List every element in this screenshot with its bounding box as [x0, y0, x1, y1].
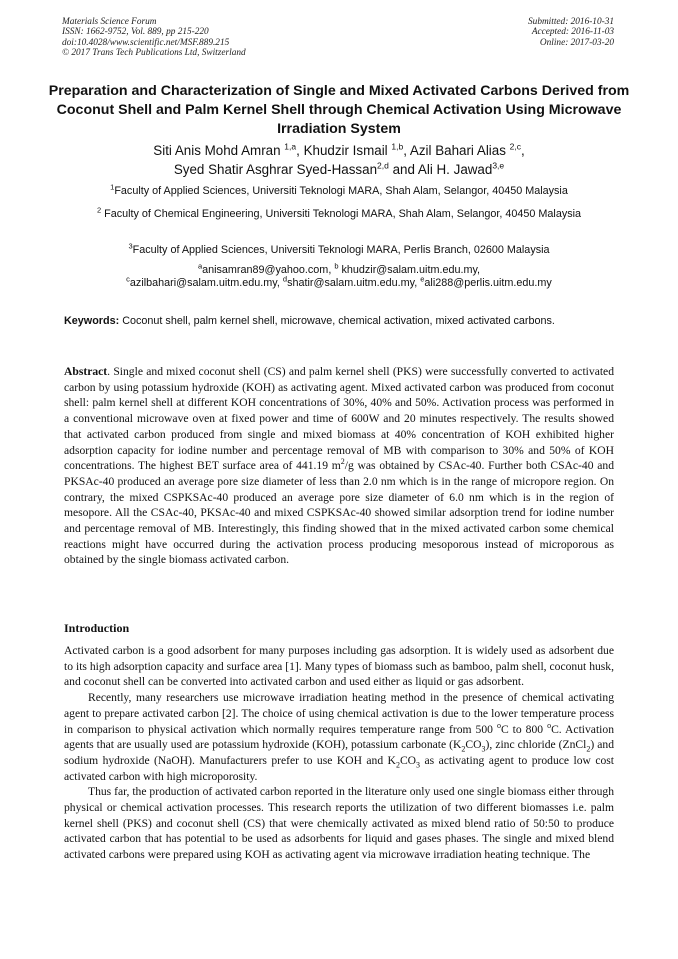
author-separator: ,	[296, 143, 304, 158]
author-name: Syed Shatir Asghrar Syed-Hassan	[173, 161, 378, 177]
degree-mark: o	[547, 720, 552, 730]
email-list	[48, 261, 630, 290]
text-run: CO	[399, 753, 417, 767]
text-run: CO	[465, 738, 482, 752]
subscript: 3	[481, 744, 486, 754]
affiliation-number: 1	[110, 182, 115, 192]
email-mark: d	[282, 274, 288, 284]
subscript: 2	[586, 744, 591, 754]
email-separator: ,	[276, 277, 283, 289]
online-date: Online: 2017-03-20	[539, 37, 614, 48]
keywords-label: Keywords:	[64, 315, 120, 327]
author-name: Khudzir Ismail	[303, 143, 392, 158]
affiliation-1	[48, 184, 630, 198]
email-address[interactable]: azilbahari@salam.uitm.edu.my	[129, 277, 277, 289]
text-run: C to 800	[500, 722, 548, 736]
text-run: as activating agent to produce low cost activated carbon with high microporosity.	[64, 753, 614, 783]
intro-paragraph-1: Activated carbon is a good adsorbent for many purposes including gas adsorption. It is widely used as adsorbent due to its high adsorption capacity and surface area [1]. Many types of biomass such as bamboo, palm shell, coconut husk, and coconut shell can be converted into activated carbon and used either as liquid or gas adsorbent.	[64, 644, 614, 689]
subscript: 2	[461, 744, 466, 754]
affiliation-text: Faculty of Applied Sciences, Universiti Teknologi MARA, Perlis Branch, 02600 Malaysia	[132, 244, 550, 256]
author-separator: ,	[520, 143, 525, 158]
author-separator: ,	[403, 143, 410, 158]
email-mark: e	[420, 274, 425, 284]
abstract-superscript: 2	[340, 457, 345, 467]
abstract-label: Abstract	[64, 365, 108, 378]
affiliation-3	[48, 243, 630, 257]
text-run: ), zinc chloride (ZnCl	[485, 738, 587, 752]
introduction-body	[64, 643, 614, 863]
keywords-section	[64, 314, 614, 328]
affiliation-number: 3	[128, 241, 133, 251]
author-affil-mark: 2,d	[377, 160, 389, 171]
affiliation-text: Faculty of Chemical Engineering, Universiti Teknologi MARA, Shah Alam, Selangor, 40450 Malaysia	[104, 208, 582, 220]
journal-doi[interactable]: doi:10.4028/www.scientific.net/MSF.889.215	[62, 37, 230, 48]
journal-copyright: © 2017 Trans Tech Publications Ltd, Switzerland	[62, 48, 246, 59]
text-run: Recently, many researchers use microwave irradiation heating method in the presence of chemical activating agent to prepare activated carbon [2]. The choice of using chemical activation is due to the lower temperature process in comparison to physical activation which normally requires temperature range from 500	[64, 691, 614, 736]
introduction-heading: Introduction	[64, 621, 130, 635]
author-affil-mark: 2,c	[509, 141, 521, 152]
affiliation-2	[48, 207, 630, 221]
author-affil-mark: 1,a	[284, 141, 297, 152]
abstract-text-part1: . Single and mixed coconut shell (CS) and palm kernel shell (PKS) were successfully converted to activated carbon by using potassium hydroxide (KOH) as activating agent. Mixed activated carbon was produced from coconut shell: palm kernel shell at different KOH concentrations of 30%, 40% and 50%. Activation process was performed in a conventional microwave oven at fixed power and time of 600W and 20 minutes respectively. The results showed that activated carbon produced from single and mixed biomass at 40% concentration of KOH exhibited higher adsorption capacity for iodine number and percentage removal of MB with comparison to 30% and 50% of KOH concentrations. The highest BET surface area of 441.19 m	[64, 365, 614, 473]
submitted-date: Submitted: 2016-10-31	[528, 17, 614, 27]
email-address[interactable]: shatir@salam.uitm.edu.my	[287, 277, 415, 289]
journal-name: Materials Science Forum	[62, 17, 157, 27]
journal-header	[62, 17, 246, 59]
intro-paragraph-3: Thus far, the production of activated carbon reported in the literature only used one single biomass either through physical or chemical activation processes. This research reports the utilization of two different biomasses i.e. palm kernel shell (PKS) and coconut shell (CS) that were chemically activated as mixed blend ratio of 50:50 to produce activated carbon that has potential to be used as adsorbents for liquid and gases phases. The single and mixed blend activated carbons were prepared using KOH as activating agent via microwave irradiation heating technique. The	[64, 785, 614, 862]
text-run: C. Activation agents that are usually used are potassium hydroxide (KOH), potassium carbonate (K	[64, 722, 614, 752]
email-mark: c	[126, 274, 130, 284]
keywords-text: Coconut shell, palm kernel shell, microwave, chemical activation, mixed activated carbons.	[119, 315, 555, 327]
text-run: ) and sodium hydroxide (NaOH). Manufacturers prefer to use KOH and K	[64, 738, 614, 767]
subscript: 3	[416, 760, 421, 770]
author-affil-mark: 3,e	[492, 160, 505, 171]
subscript: 2	[395, 760, 400, 770]
paper-title: Preparation and Characterization of Single and Mixed Activated Carbons Derived from Coconut Shell and Palm Kernel Shell through Chemical Activation Using Microwave Irradiation System	[48, 83, 630, 137]
email-separator: ,	[328, 264, 335, 276]
email-mark: b	[334, 261, 339, 271]
author-separator: and	[388, 161, 418, 177]
affiliation-number: 2	[96, 205, 102, 215]
author-affil-mark: 1,b	[391, 141, 404, 152]
intro-paragraph-2	[64, 690, 614, 784]
author-name: Ali H. Jawad	[417, 161, 493, 177]
accepted-date: Accepted: 2016-11-03	[531, 27, 614, 38]
affiliation-text: Faculty of Applied Sciences, Universiti Teknologi MARA, Shah Alam, Selangor, 40450 Malaysia	[114, 185, 568, 197]
email-address[interactable]: ali288@perlis.uitm.edu.my	[424, 277, 552, 289]
abstract-section	[64, 364, 614, 568]
email-separator: ,	[414, 277, 421, 289]
dates-header	[528, 17, 614, 48]
journal-issn: ISSN: 1662-9752, Vol. 889, pp 215-220	[62, 27, 209, 38]
degree-mark: o	[496, 720, 501, 730]
abstract-text-part2: /g was obtained by CSAc-40. Further both CSAc-40 and PKSAc-40 produced an average pore size diameter of less than 2.0 nm which is in the range of micropore region. On contrary, the mixed CSPKSAc-40 produced an average pore size diameter of 6.0 nm which is in the region of mesopore. All the CSAc-40, PKSAc-40 and mixed CSPKSAc-40 showed similar adsorption trend for iodine number and percentage removal of MB. Interestingly, this finding showed that in the mixed activated carbon some chemical reactions might have occurred during the activation process producing mesoporous instead of microporous as obtained by the single biomass activated carbon.	[64, 459, 614, 567]
email-address[interactable]: khudzir@salam.uitm.edu.my,	[338, 264, 481, 276]
email-mark: a	[197, 261, 203, 271]
author-name: Siti Anis Mohd Amran	[153, 143, 285, 158]
email-address[interactable]: anisamran89@yahoo.com	[202, 264, 329, 276]
author-list	[48, 142, 630, 179]
author-name: Azil Bahari Alias	[409, 143, 510, 158]
